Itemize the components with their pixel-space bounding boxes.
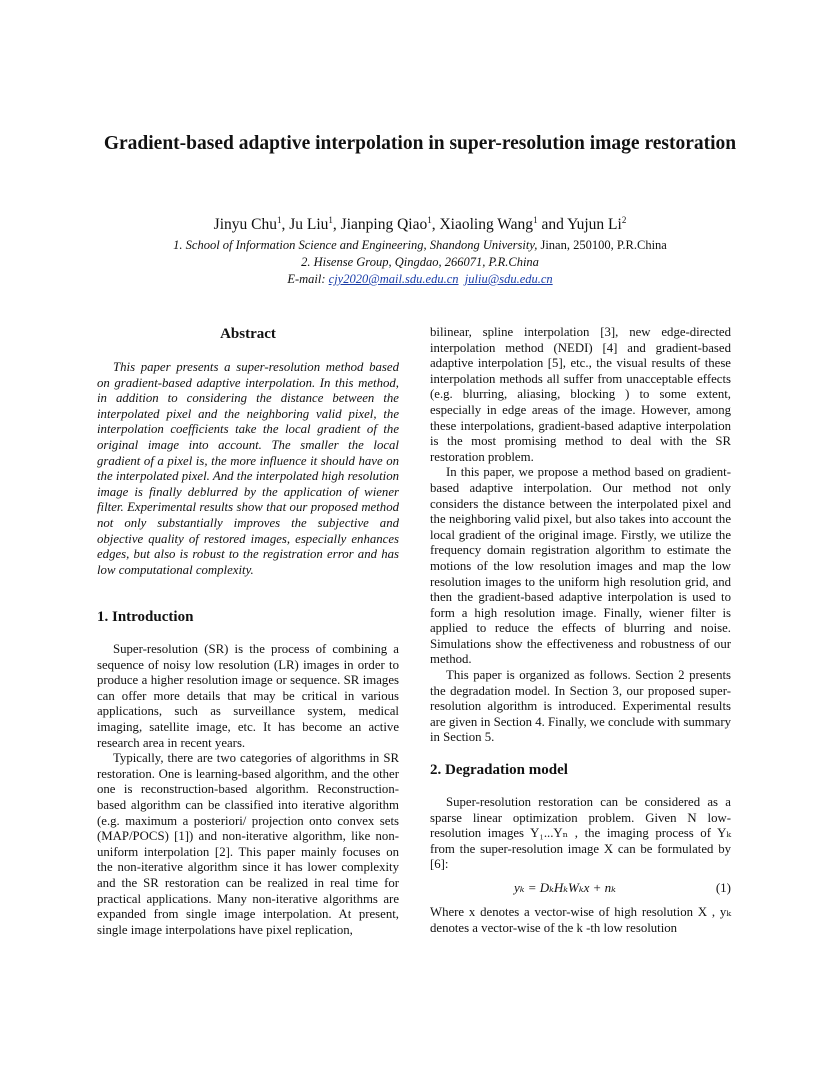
section-1-left-column (97, 642, 399, 938)
email-label: E-mail: (287, 272, 329, 286)
intro-paragraph-2-continued: bilinear, spline interpolation [3], new edge-directed interpolation method (NEDI) [4] and gradient-based adaptive interpolation [5], etc., the visual results of these interpolation methods all suffer from unacceptable effects (e.g. blurring, aliasing, blocking ) to some extent, especially in edge areas of the image. However, among these interpolations, gradient-based adaptive interpolation is the most promising method to deal with the SR restoration problem. (430, 325, 731, 464)
author-name: Jinyu Chu (213, 216, 277, 233)
affiliation-2-text: 2. Hisense Group, Qingdao, 266071, P.R.China (301, 255, 539, 269)
equation-body: yₖ = DₖHₖWₖx + nₖ (514, 880, 616, 895)
section-1-heading: 1. Introduction (97, 609, 194, 625)
email-link-2[interactable]: juliu@sdu.edu.cn (464, 272, 553, 286)
author-affiliation-marker: 1 (533, 215, 538, 225)
author-name: Jianping Qiao (340, 216, 428, 233)
author-name: Xiaoling Wang (439, 216, 534, 233)
author-name: Yujun Li (567, 216, 622, 233)
equation-number: (1) (715, 880, 731, 895)
author-separator: , (431, 216, 440, 233)
affiliation-1-location: Jinan, 250100, P.R.China (537, 238, 667, 252)
email-line (100, 271, 740, 287)
affiliation-2 (100, 254, 740, 270)
intro-paragraph-4: This paper is organized as follows. Section 2 presents the degradation model. In Section 3, our proposed super-resolution algorithm is introduced. Experimental results are given in Section 4. Finally, we conclude with summary in Section 5. (430, 668, 731, 745)
author-affiliation-marker: 1 (276, 215, 282, 225)
paper-title: Gradient-based adaptive interpolation in super-resolution image restoration (103, 133, 737, 154)
degradation-paragraph-1: Super-resolution restoration can be considered as a sparse linear optimization problem. Given N low-resolution images Y₁...Yₙ , the imaging process of Yₖ from the super-resolution image X can be formulated by [6]: (430, 795, 731, 872)
author-separator: and (537, 216, 568, 233)
section-2-paragraph-1-block (430, 795, 731, 873)
author-affiliation-marker: 2 (621, 215, 627, 225)
section-2-heading: 2. Degradation model (430, 762, 568, 778)
author-affiliation-marker: 1 (328, 215, 333, 225)
intro-paragraph-2: Typically, there are two categories of algorithms in SR restoration. One is learning-based algorithm, and the other one is reconstruction-based algorithm. Reconstruction-based algorithm can be classified into iterative algorithm (e.g. maximum a posteriori/ projection onto convex sets (MAP/POCS) [1]) and non-iterative algorithm, like non-uniform interpolation [2]. This paper mainly focuses on the non-iterative algorithm since it has lower complexity and the SR restoration can be realized in real time for practical applications. Many non-iterative algorithms are expanded from single image interpolation. At present, single image interpolations have pixel replication, (97, 751, 399, 937)
abstract-text: This paper presents a super-resolution method based on gradient-based adaptive interpolation. In this method, in addition to considering the distance between the interpolated pixel and the neighboring valid pixel, the interpolation coefficients take the local gradient of the original image into account. The smaller the local gradient of a pixel is, the more influence it should have on the interpolated pixel. And the interpolated high resolution image is finally deblurred by the application of wiener filter. Experimental results show that our proposed method not only substantially improves the subjective and objective quality of restored images, especially enhances edges, but also is robust to the registration error and has low computational complexity. (97, 360, 399, 577)
author-affiliation-marker: 1 (427, 215, 432, 225)
degradation-paragraph-2: Where x denotes a vector-wise of high resolution X , yₖ denotes a vector-wise of the k -th low resolution (430, 905, 731, 935)
author-name: Ju Liu (289, 216, 329, 233)
affiliation-1 (100, 237, 740, 253)
author-line (100, 215, 740, 235)
intro-paragraph-3: In this paper, we propose a method based on gradient-based adaptive interpolation. Our method not only considers the distance between the interpolated pixel and the neighboring valid pixel, but also takes into account the local gradient of the original image. Firstly, we utilize the frequency domain registration algorithm to estimate the motions of the low resolution images and map the low resolution images to the uniform high resolution grid, and then the gradient-based adaptive interpolation is used to form a high resolution image. Finally, wiener filter is applied to reduce the effects of blurring and noise. Simulations show the effectiveness and robustness of our method. (430, 465, 731, 667)
affiliation-1-institution: 1. School of Information Science and Engineering, Shandong University, (173, 238, 538, 252)
intro-paragraph-1: Super-resolution (SR) is the process of combining a sequence of noisy low resolution (LR) images in order to produce a higher resolution image or sequence. SR images can offer more details that may be critical in various applications, such as surveillance system, medical imaging, satellite image, etc. It has become an active research area in recent years. (97, 642, 399, 750)
section-2-paragraph-2-block (430, 905, 731, 936)
author-separator: , (281, 216, 290, 233)
email-link-1[interactable]: cjy2020@mail.sdu.edu.cn (328, 272, 459, 286)
right-column-intro (430, 325, 731, 746)
author-separator: , (332, 216, 341, 233)
abstract-body (97, 360, 399, 578)
abstract-heading: Abstract (220, 326, 276, 342)
